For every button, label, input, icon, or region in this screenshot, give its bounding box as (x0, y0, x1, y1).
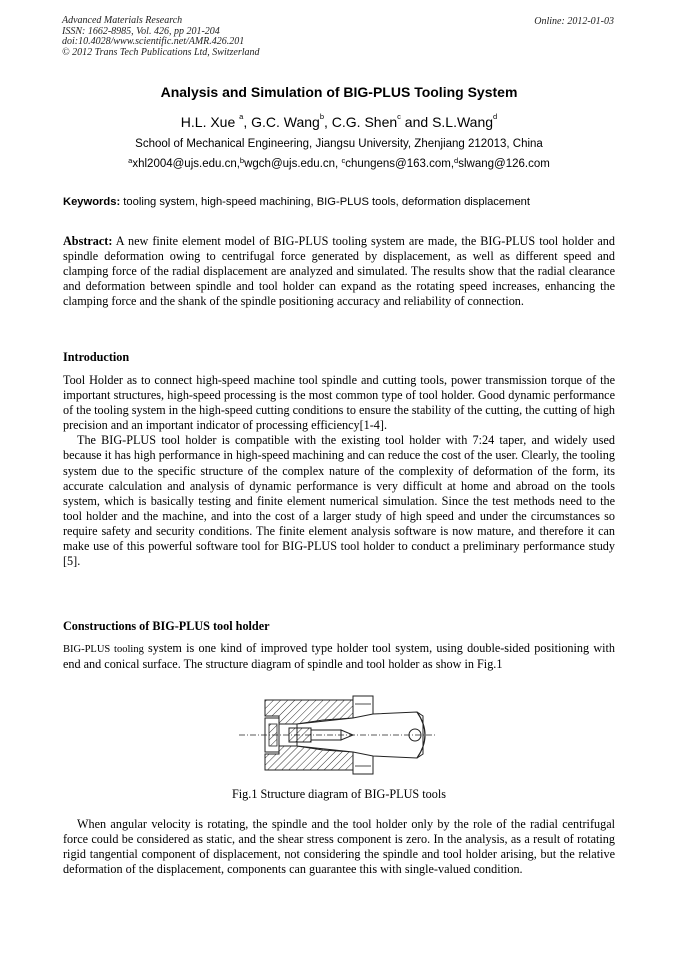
email-link[interactable]: xhl2004@ujs.edu.cn, (132, 158, 240, 170)
section-heading-introduction: Introduction (63, 350, 130, 364)
intro-p1: Tool Holder as to connect high-speed machine tool spindle and cutting tools, power transmission torque of the important structures, high-speed processing is the most common type of tool holder. Good dynamic performance of the tooling system in the high-speed cutting conditions to ensure the stability of the cutting, the cutting of high precision and an important indicator of processing efficiency[1-4]. (63, 373, 615, 433)
author: C.G. Shen (331, 114, 398, 130)
affiliation: School of Mechanical Engineering, Jiangsu University, Zhenjiang 212013, China (135, 138, 543, 150)
author: H.L. Xue (180, 114, 240, 130)
figure-1 (237, 694, 437, 781)
section-heading-constructions: Constructions of BIG-PLUS tool holder (63, 619, 270, 633)
constructions-text: system is one kind of improved type holder tool system, using double-sided positioning with end and conical surface. The structure diagram of spindle and tool holder as show in Fig.1 (63, 641, 615, 672)
email-link[interactable]: slwang@126.com (458, 158, 550, 170)
author-sup: d (493, 112, 498, 121)
abstract-label: Abstract: (63, 234, 113, 248)
keywords-label: Keywords: (63, 196, 121, 208)
online-date: Online: 2012-01-03 (534, 16, 614, 27)
constructions-paragraph (63, 641, 615, 672)
paper-title: Analysis and Simulation of BIG-PLUS Tooling System (160, 84, 518, 100)
author-sup: c (397, 112, 401, 121)
author-sup: b (319, 112, 325, 121)
email-list: $^a$xhl2004@ujs.edu.cn,$^b$wgch@ujs.edu.cn, $^c$chungens@163.com,$^d$slwang@126.com (128, 156, 550, 170)
author-sup: a (239, 112, 244, 121)
journal-name: Advanced Materials Research (62, 15, 183, 26)
author: G.C. Wang (251, 114, 320, 130)
structure-diagram (237, 694, 437, 776)
email-link[interactable]: chungens@163.com, (345, 158, 455, 170)
intro-p2: The BIG-PLUS tool holder is compatible with the existing tool holder with 7:24 taper, and widely used because it has high performance in high-speed machining and can reduce the cost of the user. Clearly, the tooling system due to the specific structure of the complex nature of the complexity of deformation of the form, its accurate calculation and analysis of dynamic performance is very difficult at home and abroad on the tools system, which is basically testing and finite element numerical simulation. Since the test methods need to the tool holder and the machine, and into the cost of a larger study of high speed and under the circumstances so require safety and security conditions. The finite element analysis software is now mature, and therefore it can make use of this powerful software tool for BIG-PLUS tool holder to conduct a preliminary performance study [5]. (63, 433, 615, 569)
abstract (63, 234, 615, 309)
keywords (63, 196, 623, 208)
doi: doi:10.4028/www.scientific.net/AMR.426.201 (62, 36, 245, 48)
constructions-lead: BIG-PLUS tooling (63, 644, 144, 655)
copyright: © 2012 Trans Tech Publications Ltd, Switzerland (62, 46, 260, 58)
figure-caption: Fig.1 Structure diagram of BIG-PLUS tools (232, 787, 446, 801)
email-link[interactable]: wgch@ujs.edu.cn, (244, 158, 342, 170)
keywords-text: tooling system, high-speed machining, BIG-PLUS tools, deformation displacement (120, 196, 530, 208)
abstract-text: A new finite element model of BIG-PLUS tooling system are made, the BIG-PLUS tool holder and spindle deformation owing to centrifugal force generated by displacement, as well as different speed and clamping force of the radial displacement are analyzed and simulated. The results show that the radial clearance and deformation between spindle and tool holder can expand as the rotating speed increases, enhancing the clamping force and the shank of the spindle positioning accuracy and reliability of connection. (63, 234, 615, 309)
issn: ISSN: 1662-8985, Vol. 426, pp 201-204 (62, 25, 220, 37)
intro-paragraph (63, 373, 615, 569)
final-paragraph: When angular velocity is rotating, the spindle and the tool holder only by the role of the radial centrifugal force could be considered as static, and the shear stress component is zero. In the analysis, as a result of rotating rigid tangential component of displacement, not considering the spindle and tool holder arising, but the relative deformation of the displacement, components can guarantee this with single-valued condition. (63, 817, 615, 877)
journal-meta (62, 16, 260, 58)
author: S.L.Wang (432, 114, 494, 130)
author-list: H.L. Xue $^a$, G.C. Wang$^b$, C.G. Shen$^c$ and S.L.Wang$^d$ (180, 112, 498, 130)
